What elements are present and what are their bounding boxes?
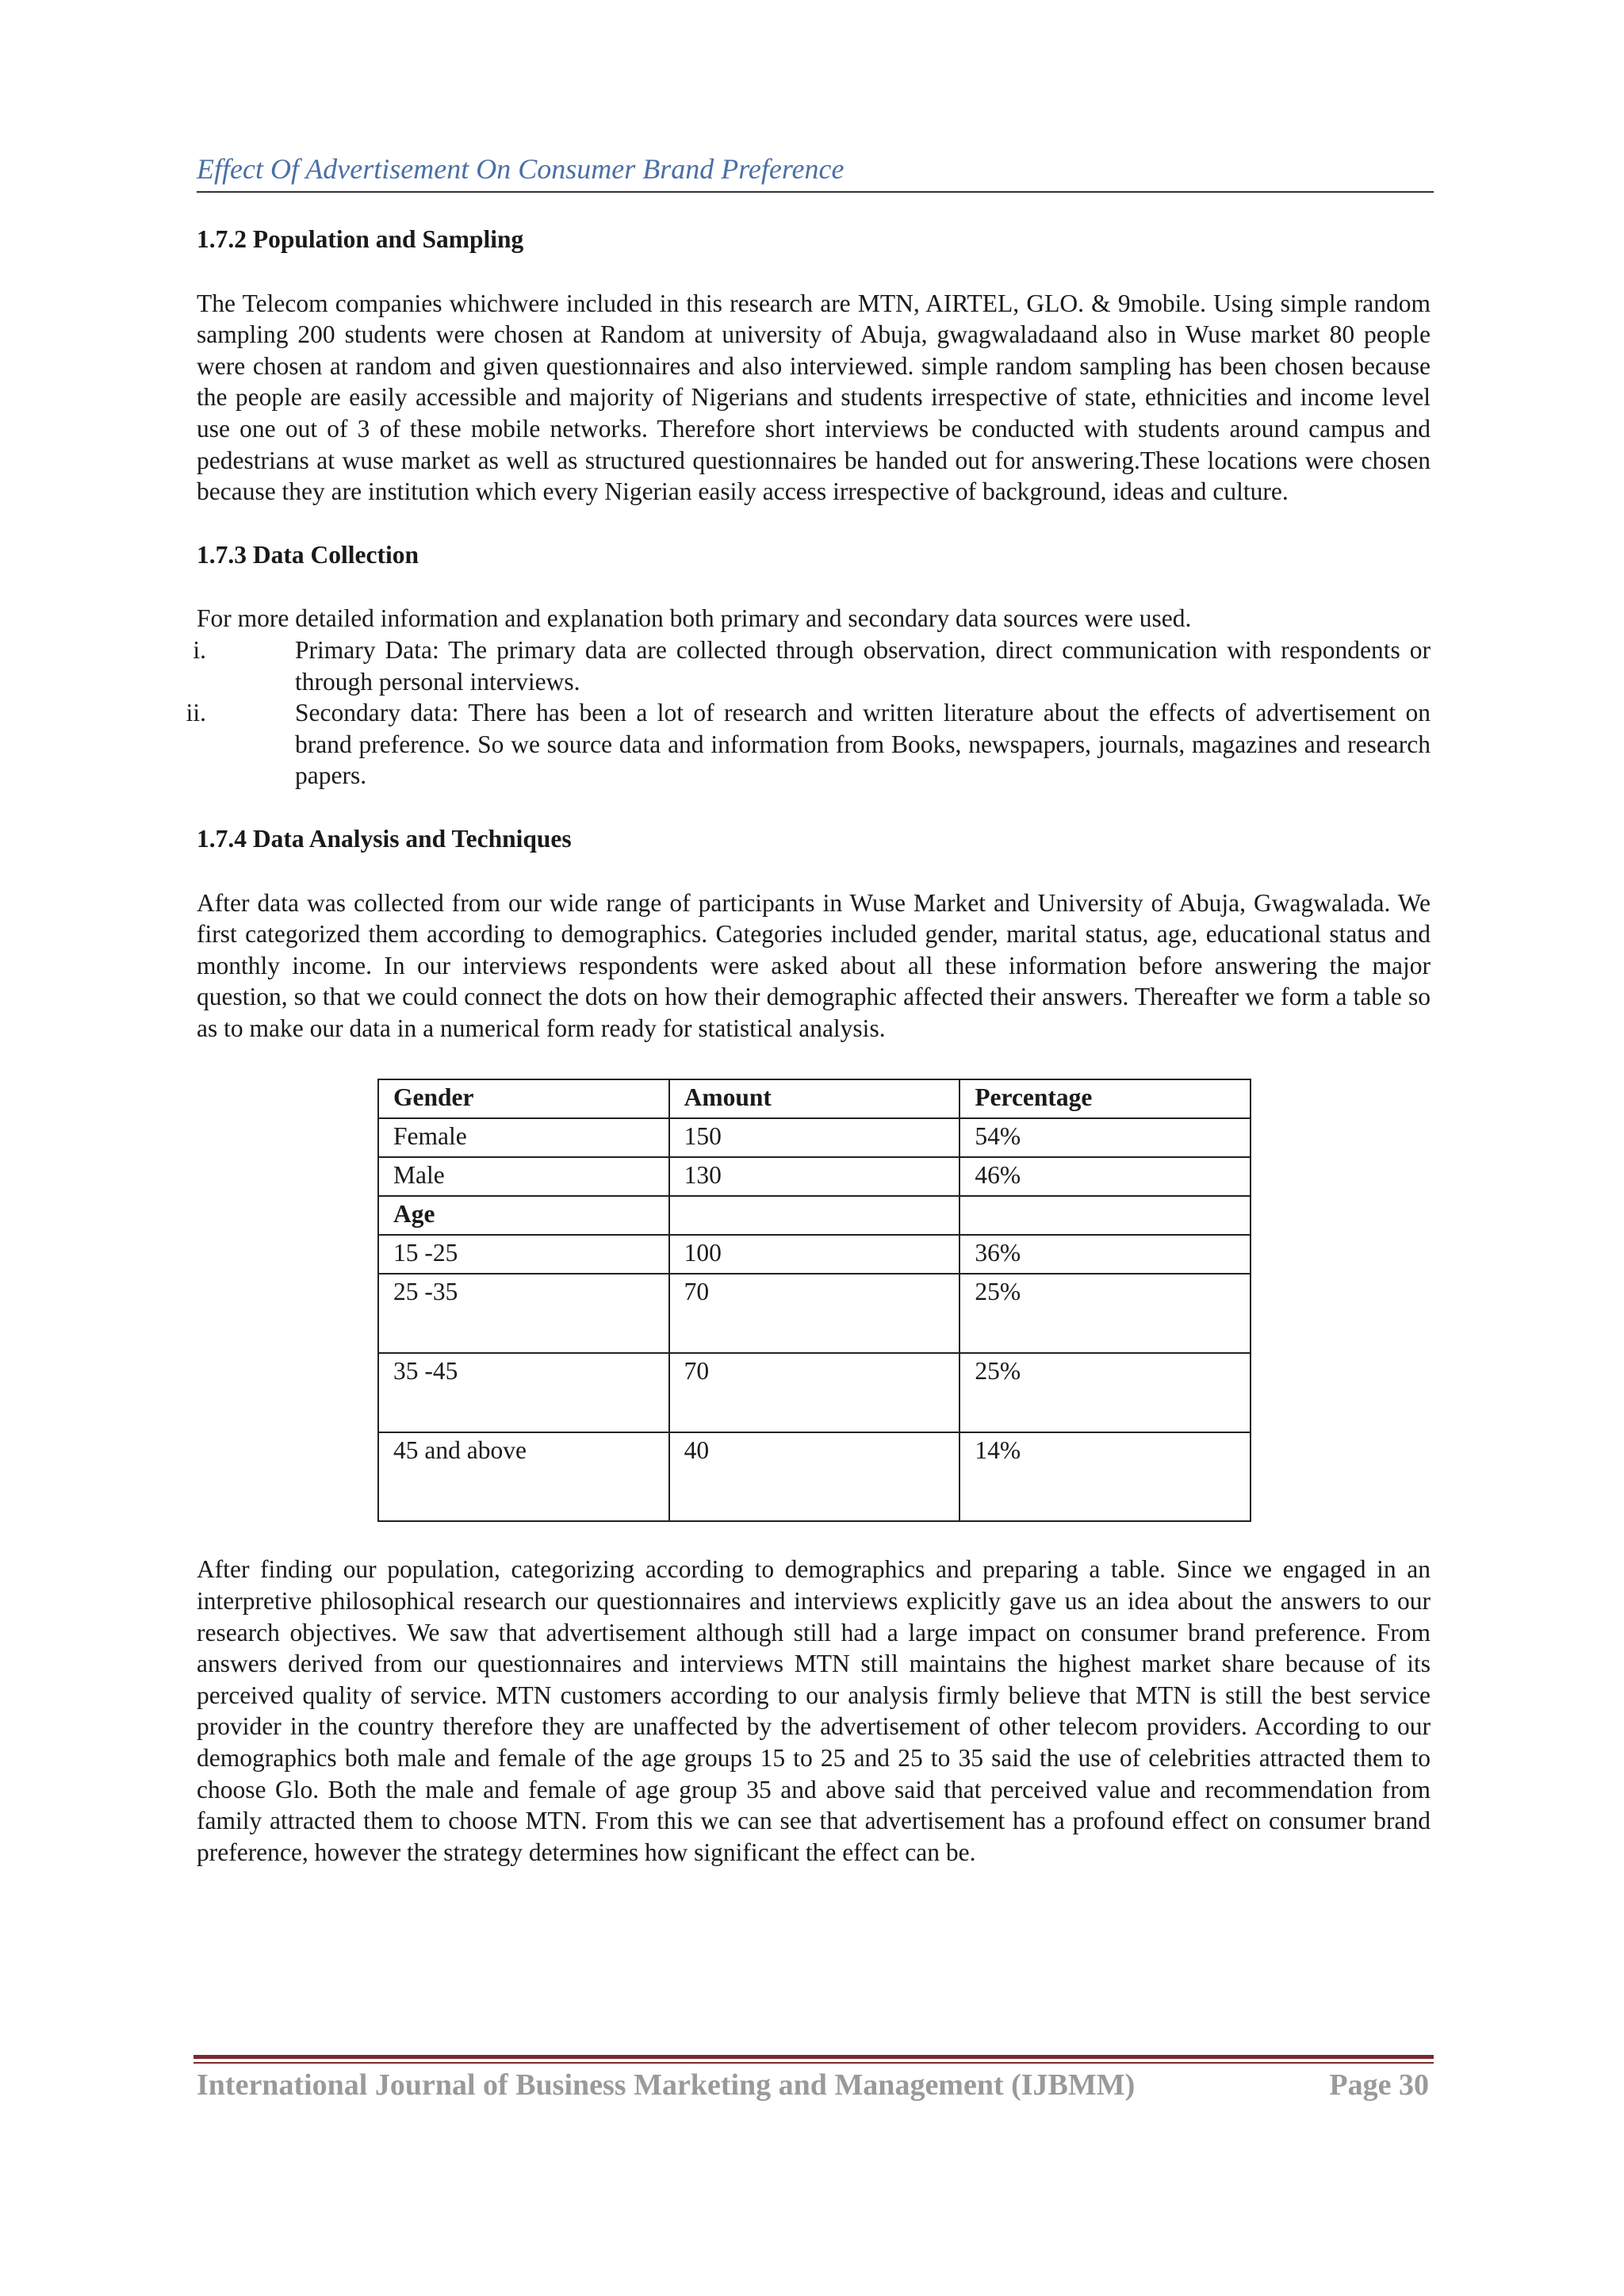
header-rule [197,191,1434,193]
table-cell: 150 [669,1118,960,1157]
table-subheader-cell: Age [378,1196,669,1235]
main-content [186,224,1431,1868]
table-header-cell: Amount [669,1079,960,1118]
section-heading-population: 1.7.2 Population and Sampling [197,225,524,253]
table-cell: Female [378,1118,669,1157]
paragraph-findings: After finding our population, categorizing according to demographics and preparing a table. Since we engaged in an interpretive philosophical research our questionnaires and interviews explicitly gave us an idea about the answers to our research objectives. We saw that advertisement although still had a large impact on consumer brand preference. From answers derived from our questionnaires and interviews MTN still maintains the highest market share because of its perceived quality of service. MTN customers according to our analysis firmly believe that MTN is still the best service provider in the country therefore they are unaffected by the advertisement of other telecom providers. According to our demographics both male and female of the age groups 15 to 25 and 25 to 35 said the use of celebrities attracted them to choose Glo. Both the male and female of age group 35 and above said that perceived value and recommendation from family attracted them to choose MTN. From this we can see that advertisement has a profound effect on consumer brand preference, however the strategy determines how significant the effect can be. [197,1555,1431,1866]
table-cell [669,1196,960,1235]
list-text: Primary Data: The primary data are collected through observation, direct communication with respondents or through personal interviews. [295,635,1431,696]
list-item [186,697,1431,792]
table-row [378,1274,1251,1353]
table-row [378,1157,1251,1196]
table-cell: 100 [669,1235,960,1274]
section-heading-analysis: 1.7.4 Data Analysis and Techniques [197,824,572,853]
table-cell: 130 [669,1157,960,1196]
table-row [378,1118,1251,1157]
table-row [378,1353,1251,1432]
table-subheader-row [378,1196,1251,1235]
section-heading-collection: 1.7.3 Data Collection [197,540,419,569]
table-cell [959,1196,1251,1235]
table-header-cell: Percentage [959,1079,1251,1118]
table-cell: 54% [959,1118,1251,1157]
table-cell: Male [378,1157,669,1196]
footer-rule [193,2055,1434,2059]
table-cell: 45 and above [378,1432,669,1521]
table-cell: 14% [959,1432,1251,1521]
paragraph-collection-intro: For more detailed information and explanation both primary and secondary data sources were used. [197,604,1192,633]
table-cell: 36% [959,1235,1251,1274]
paragraph-analysis: After data was collected from our wide range of participants in Wuse Market and University of Abuja, Gwagwalada. We first categorized them according to demographics. Categories included gender, marital status, age, educational status and monthly income. In our interviews respondents were asked about all these information before answering the major question, so that we could connect the dots on how their demographic affected their answers. Thereafter we form a table so as to make our data in a numerical form ready for statistical analysis. [197,888,1431,1042]
table-cell: 40 [669,1432,960,1521]
table-cell: 25 -35 [378,1274,669,1353]
table-cell: 70 [669,1353,960,1432]
demographics-table [377,1079,1251,1522]
table-header-row [378,1079,1251,1118]
footer-page-number: Page 30 [1329,2068,1429,2102]
list-item [193,634,1431,697]
footer-rule-thin [193,2062,1434,2064]
table-cell: 25% [959,1353,1251,1432]
table-header-cell: Gender [378,1079,669,1118]
data-source-list [186,634,1431,792]
list-number: ii. [186,699,206,727]
table-cell: 46% [959,1157,1251,1196]
table-cell: 25% [959,1274,1251,1353]
table-row [378,1432,1251,1521]
footer-journal-name: International Journal of Business Marketing and Management (IJBMM) [197,2068,1136,2102]
paragraph-population: The Telecom companies whichwere included in this research are MTN, AIRTEL, GLO. & 9mobile. Using simple random sampling 200 students were chosen at Random at university of Abuja, gwagwaladaand also in Wuse market 80 people were chosen at random and given questionnaires and also interviewed. simple random sampling has been chosen because the people are easily accessible and majority of Nigerians and students irrespective of state, ethnicities and income level use one out of 3 of these mobile networks. Therefore short interviews be conducted with students around campus and pedestrians at wuse market as well as structured questionnaires be handed out for answering.These locations were chosen because they are institution which every Nigerian easily access irrespective of background, ideas and culture. [197,289,1431,506]
table-row [378,1235,1251,1274]
table-cell: 70 [669,1274,960,1353]
table-cell: 35 -45 [378,1353,669,1432]
running-header: Effect Of Advertisement On Consumer Brand Preference [197,153,845,185]
table-cell: 15 -25 [378,1235,669,1274]
list-text: Secondary data: There has been a lot of research and written literature about the effects of advertisement on brand preference. So we source data and information from Books, newspapers, journals, magazines and research papers. [295,699,1431,790]
list-number: i. [193,635,206,664]
